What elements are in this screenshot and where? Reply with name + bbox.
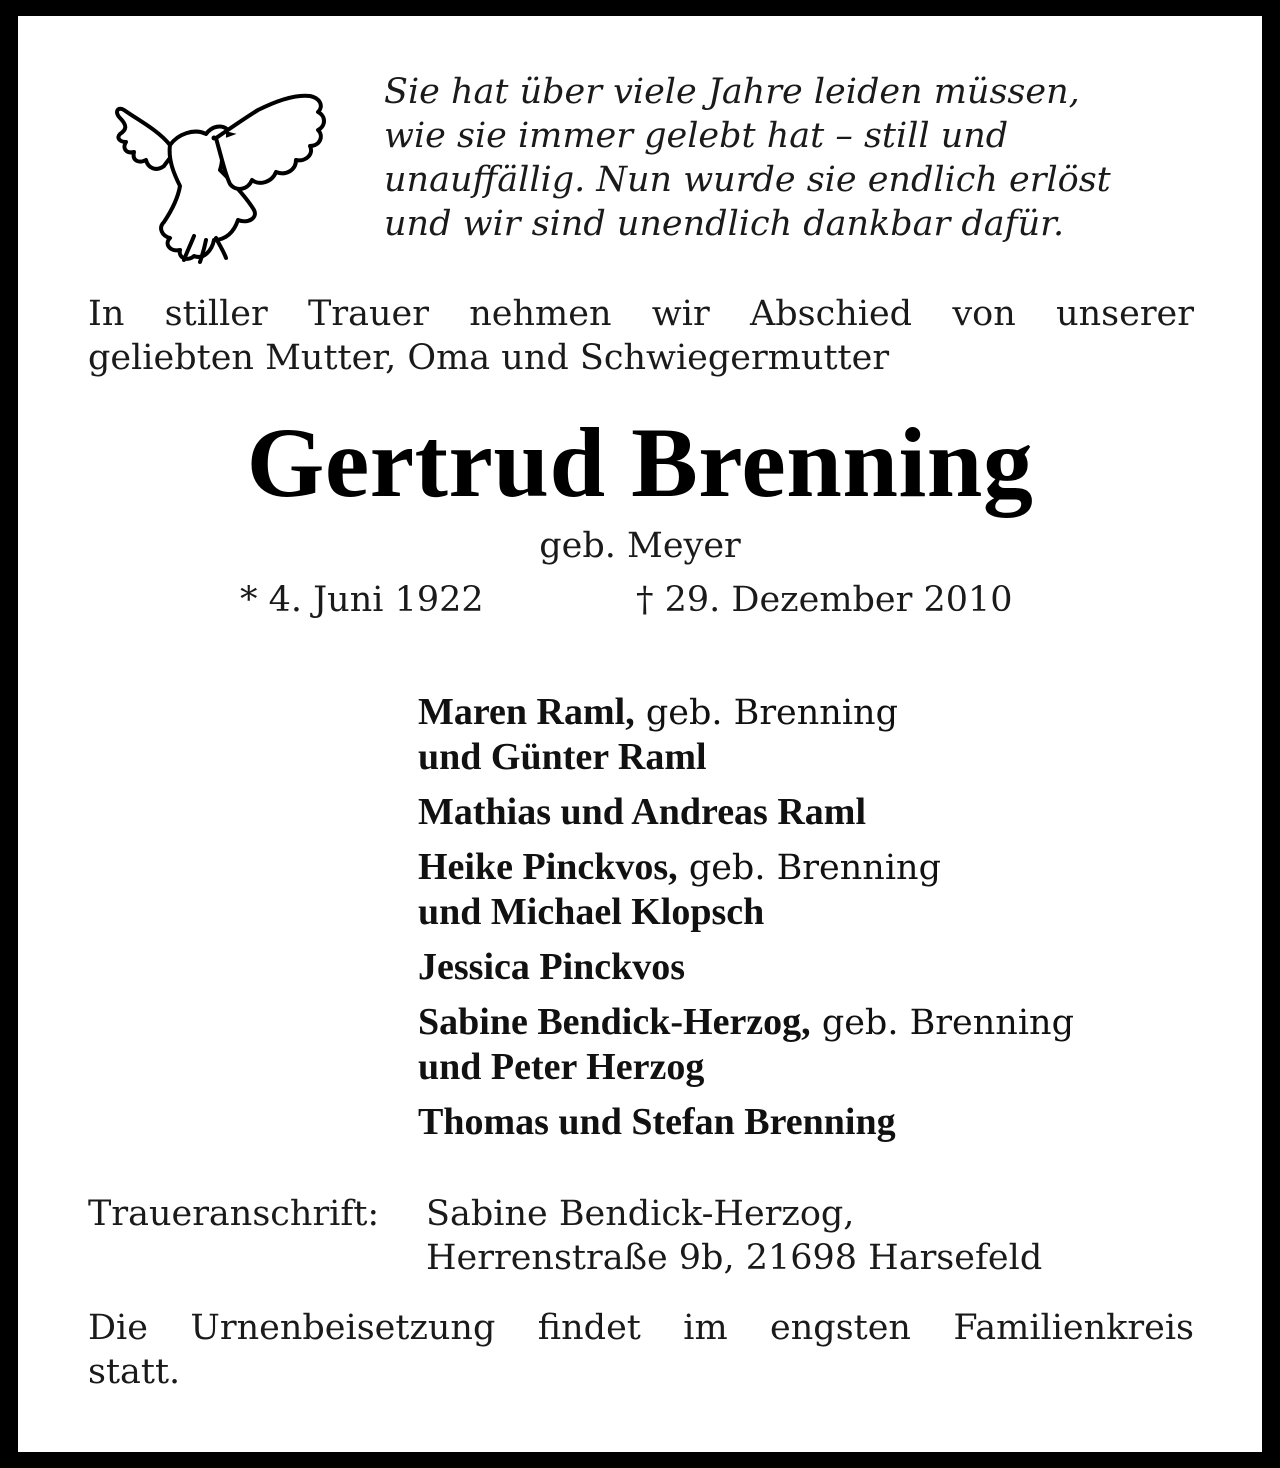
burial-line: statt.: [88, 1352, 181, 1392]
family-member: Mathias und Andreas Raml: [418, 791, 867, 833]
family-member: Maren Raml,: [418, 691, 635, 733]
family-group: [418, 1000, 1218, 1089]
intro-line: geliebten Mutter, Oma und Schwiegermutter: [88, 338, 890, 378]
birth-date: * 4. Juni 1922: [240, 580, 484, 620]
family-member-maiden: geb. Brenning: [810, 1003, 1074, 1043]
address-line: Sabine Bendick-Herzog,: [426, 1194, 855, 1234]
poem-line: wie sie immer gelebt hat – still und: [384, 116, 1009, 156]
family-member-maiden: geb. Brenning: [677, 848, 941, 888]
intro-line: In stiller Trauer nehmen wir Abschied von unserer: [88, 294, 1194, 334]
family-group: [418, 945, 1218, 989]
intro-text: [88, 292, 1194, 380]
address-line: Herrenstraße 9b, 21698 Harsefeld: [426, 1238, 1043, 1278]
family-member-maiden: geb. Brenning: [634, 693, 898, 733]
poem-verse: [384, 70, 1204, 246]
family-group: [418, 690, 1218, 779]
dove-icon: [108, 90, 338, 265]
family-group: [418, 1100, 1218, 1144]
address-label: Traueranschrift:: [88, 1194, 380, 1234]
burial-note: [88, 1306, 1194, 1394]
death-date: † 29. Dezember 2010: [636, 580, 1013, 620]
family-member: Sabine Bendick-Herzog,: [418, 1001, 811, 1043]
family-list: [418, 690, 1218, 1155]
mourning-address: [88, 1192, 1042, 1280]
family-member: Jessica Pinckvos: [418, 946, 686, 988]
family-member-partner: und Michael Klopsch: [418, 891, 765, 933]
poem-line: und wir sind unendlich dankbar dafür.: [384, 204, 1065, 244]
family-member: Heike Pinckvos,: [418, 846, 678, 888]
maiden-name: geb. Meyer: [539, 526, 741, 566]
family-group: [418, 790, 1218, 834]
family-group: [418, 845, 1218, 934]
poem-line: unauffällig. Nun wurde sie endlich erlöst: [384, 160, 1111, 200]
burial-line: Die Urnenbeisetzung findet im engsten Familienkreis: [88, 1308, 1194, 1348]
family-member-partner: und Günter Raml: [418, 736, 707, 778]
deceased-name: Gertrud Brenning: [246, 407, 1034, 518]
family-member: Thomas und Stefan Brenning: [418, 1101, 896, 1143]
poem-line: Sie hat über viele Jahre leiden müssen,: [384, 72, 1080, 112]
family-member-partner: und Peter Herzog: [418, 1046, 705, 1088]
